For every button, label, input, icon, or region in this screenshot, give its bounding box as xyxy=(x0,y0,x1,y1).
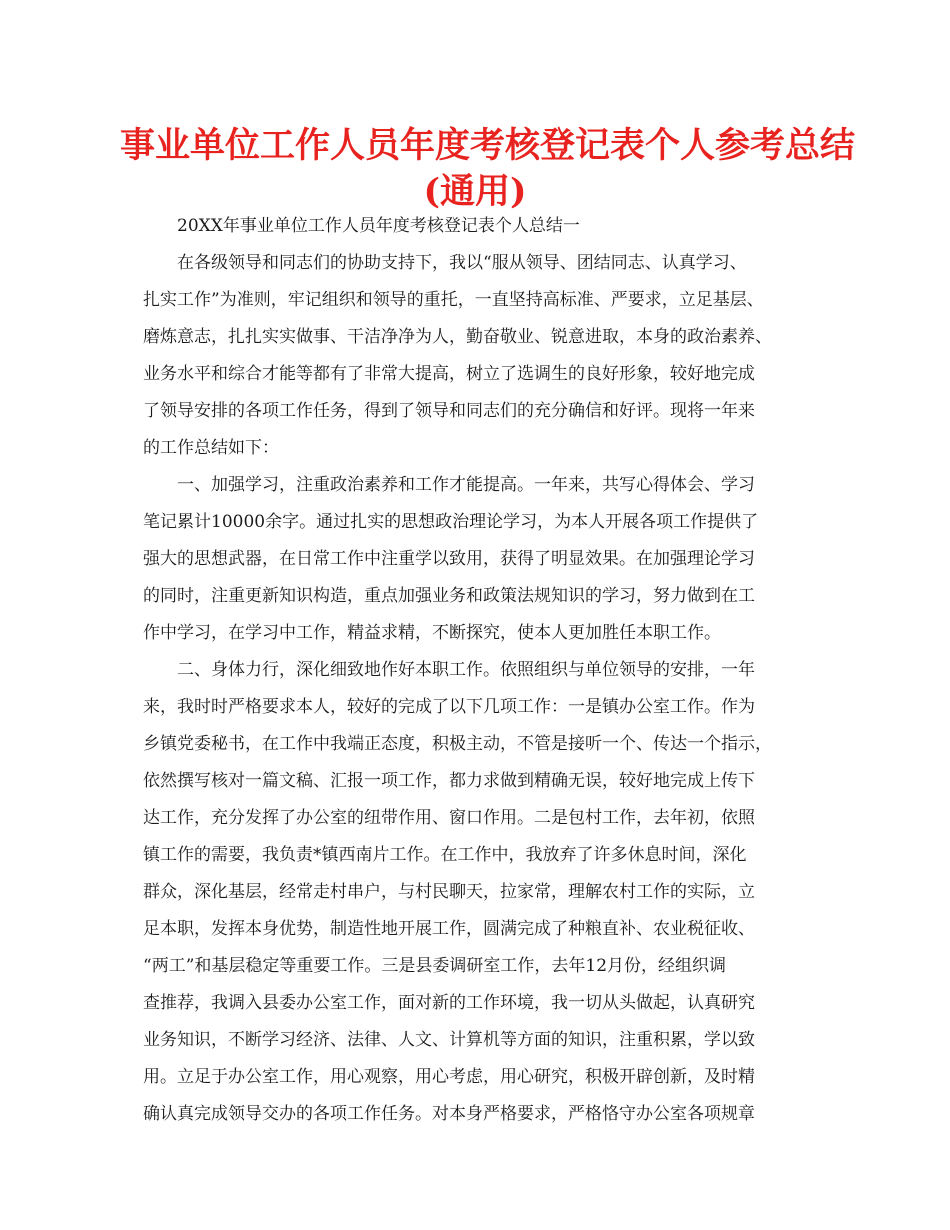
body-line: 了领导安排的各项工作任务，得到了领导和同志们的充分确信和好评。现将一年来 xyxy=(143,401,755,421)
body-line: 业务知识，不断学习经济、法律、人文、计算机等方面的知识，注重积累，学以致 xyxy=(143,1030,755,1050)
body-line: “两工”和基层稳定等重要工作。三是县委调研室工作，去年12月份，经组织调 xyxy=(143,956,727,976)
body-line: 扎实工作”为准则，牢记组织和领导的重托，一直坚持高标准、严要求，立足基层、 xyxy=(143,290,764,310)
body-line: 群众，深化基层，经常走村串户，与村民聊天，拉家常，理解农村工作的实际，立 xyxy=(143,882,755,902)
body-line: 二、身体力行，深化细致地作好本职工作。依照组织与单位领导的安排，一年 xyxy=(177,660,755,680)
section-heading: 20XX年事业单位工作人员年度考核登记表个人总结一 xyxy=(177,216,580,236)
body-line: 作中学习，在学习中工作，精益求精，不断探究，使本人更加胜任本职工作。 xyxy=(143,623,721,643)
body-line: 强大的思想武器，在日常工作中注重学以致用，获得了明显效果。在加强理论学习 xyxy=(143,549,755,569)
body-line: 的工作总结如下： xyxy=(143,438,279,458)
body-line: 足本职，发挥本身优势，制造性地开展工作，圆满完成了种粮直补、农业税征收、 xyxy=(143,919,755,939)
body-line: 在各级领导和同志们的协助支持下，我以“服从领导、团结同志、认真学习、 xyxy=(177,253,747,273)
body-line: 达工作，充分发挥了办公室的纽带作用、窗口作用。二是包村工作，去年初，依照 xyxy=(143,808,755,828)
body-line: 镇工作的需要，我负责*镇西南片工作。在工作中，我放弃了许多休息时间，深化 xyxy=(143,845,747,865)
body-line: 业务水平和综合才能等都有了非常大提高，树立了选调生的良好形象，较好地完成 xyxy=(143,364,755,384)
body-line: 依然撰写核对一篇文稿、汇报一项工作，都力求做到精确无误，较好地完成上传下 xyxy=(143,771,755,791)
body-line: 笔记累计10000余字。通过扎实的思想政治理论学习，为本人开展各项工作提供了 xyxy=(143,512,759,532)
document-title: 事业单位工作人员年度考核登记表个人参考总结 xyxy=(120,125,856,166)
body-line: 乡镇党委秘书，在工作中我端正态度，积极主动，不管是接听一个、传达一个指示， xyxy=(143,734,772,754)
body-line: 来，我时时严格要求本人，较好的完成了以下几项工作：一是镇办公室工作。作为 xyxy=(143,697,755,717)
body-line: 用。立足于办公室工作，用心观察，用心考虑，用心研究，积极开辟创新，及时精 xyxy=(143,1067,755,1087)
body-line: 确认真完成领导交办的各项工作任务。对本身严格要求，严格恪守办公室各项规章 xyxy=(143,1104,755,1124)
body-line: 查推荐，我调入县委办公室工作，面对新的工作环境，我一切从头做起，认真研究 xyxy=(143,993,755,1013)
body-line: 一、加强学习，注重政治素养和工作才能提高。一年来，共写心得体会、学习 xyxy=(177,475,755,495)
body-line: 磨炼意志，扎扎实实做事、干洁净净为人，勤奋敬业、锐意进取，本身的政治素养、 xyxy=(143,327,772,347)
document-title-suffix: (通用) xyxy=(423,171,527,212)
body-line: 的同时，注重更新知识构造，重点加强业务和政策法规知识的学习，努力做到在工 xyxy=(143,586,755,606)
